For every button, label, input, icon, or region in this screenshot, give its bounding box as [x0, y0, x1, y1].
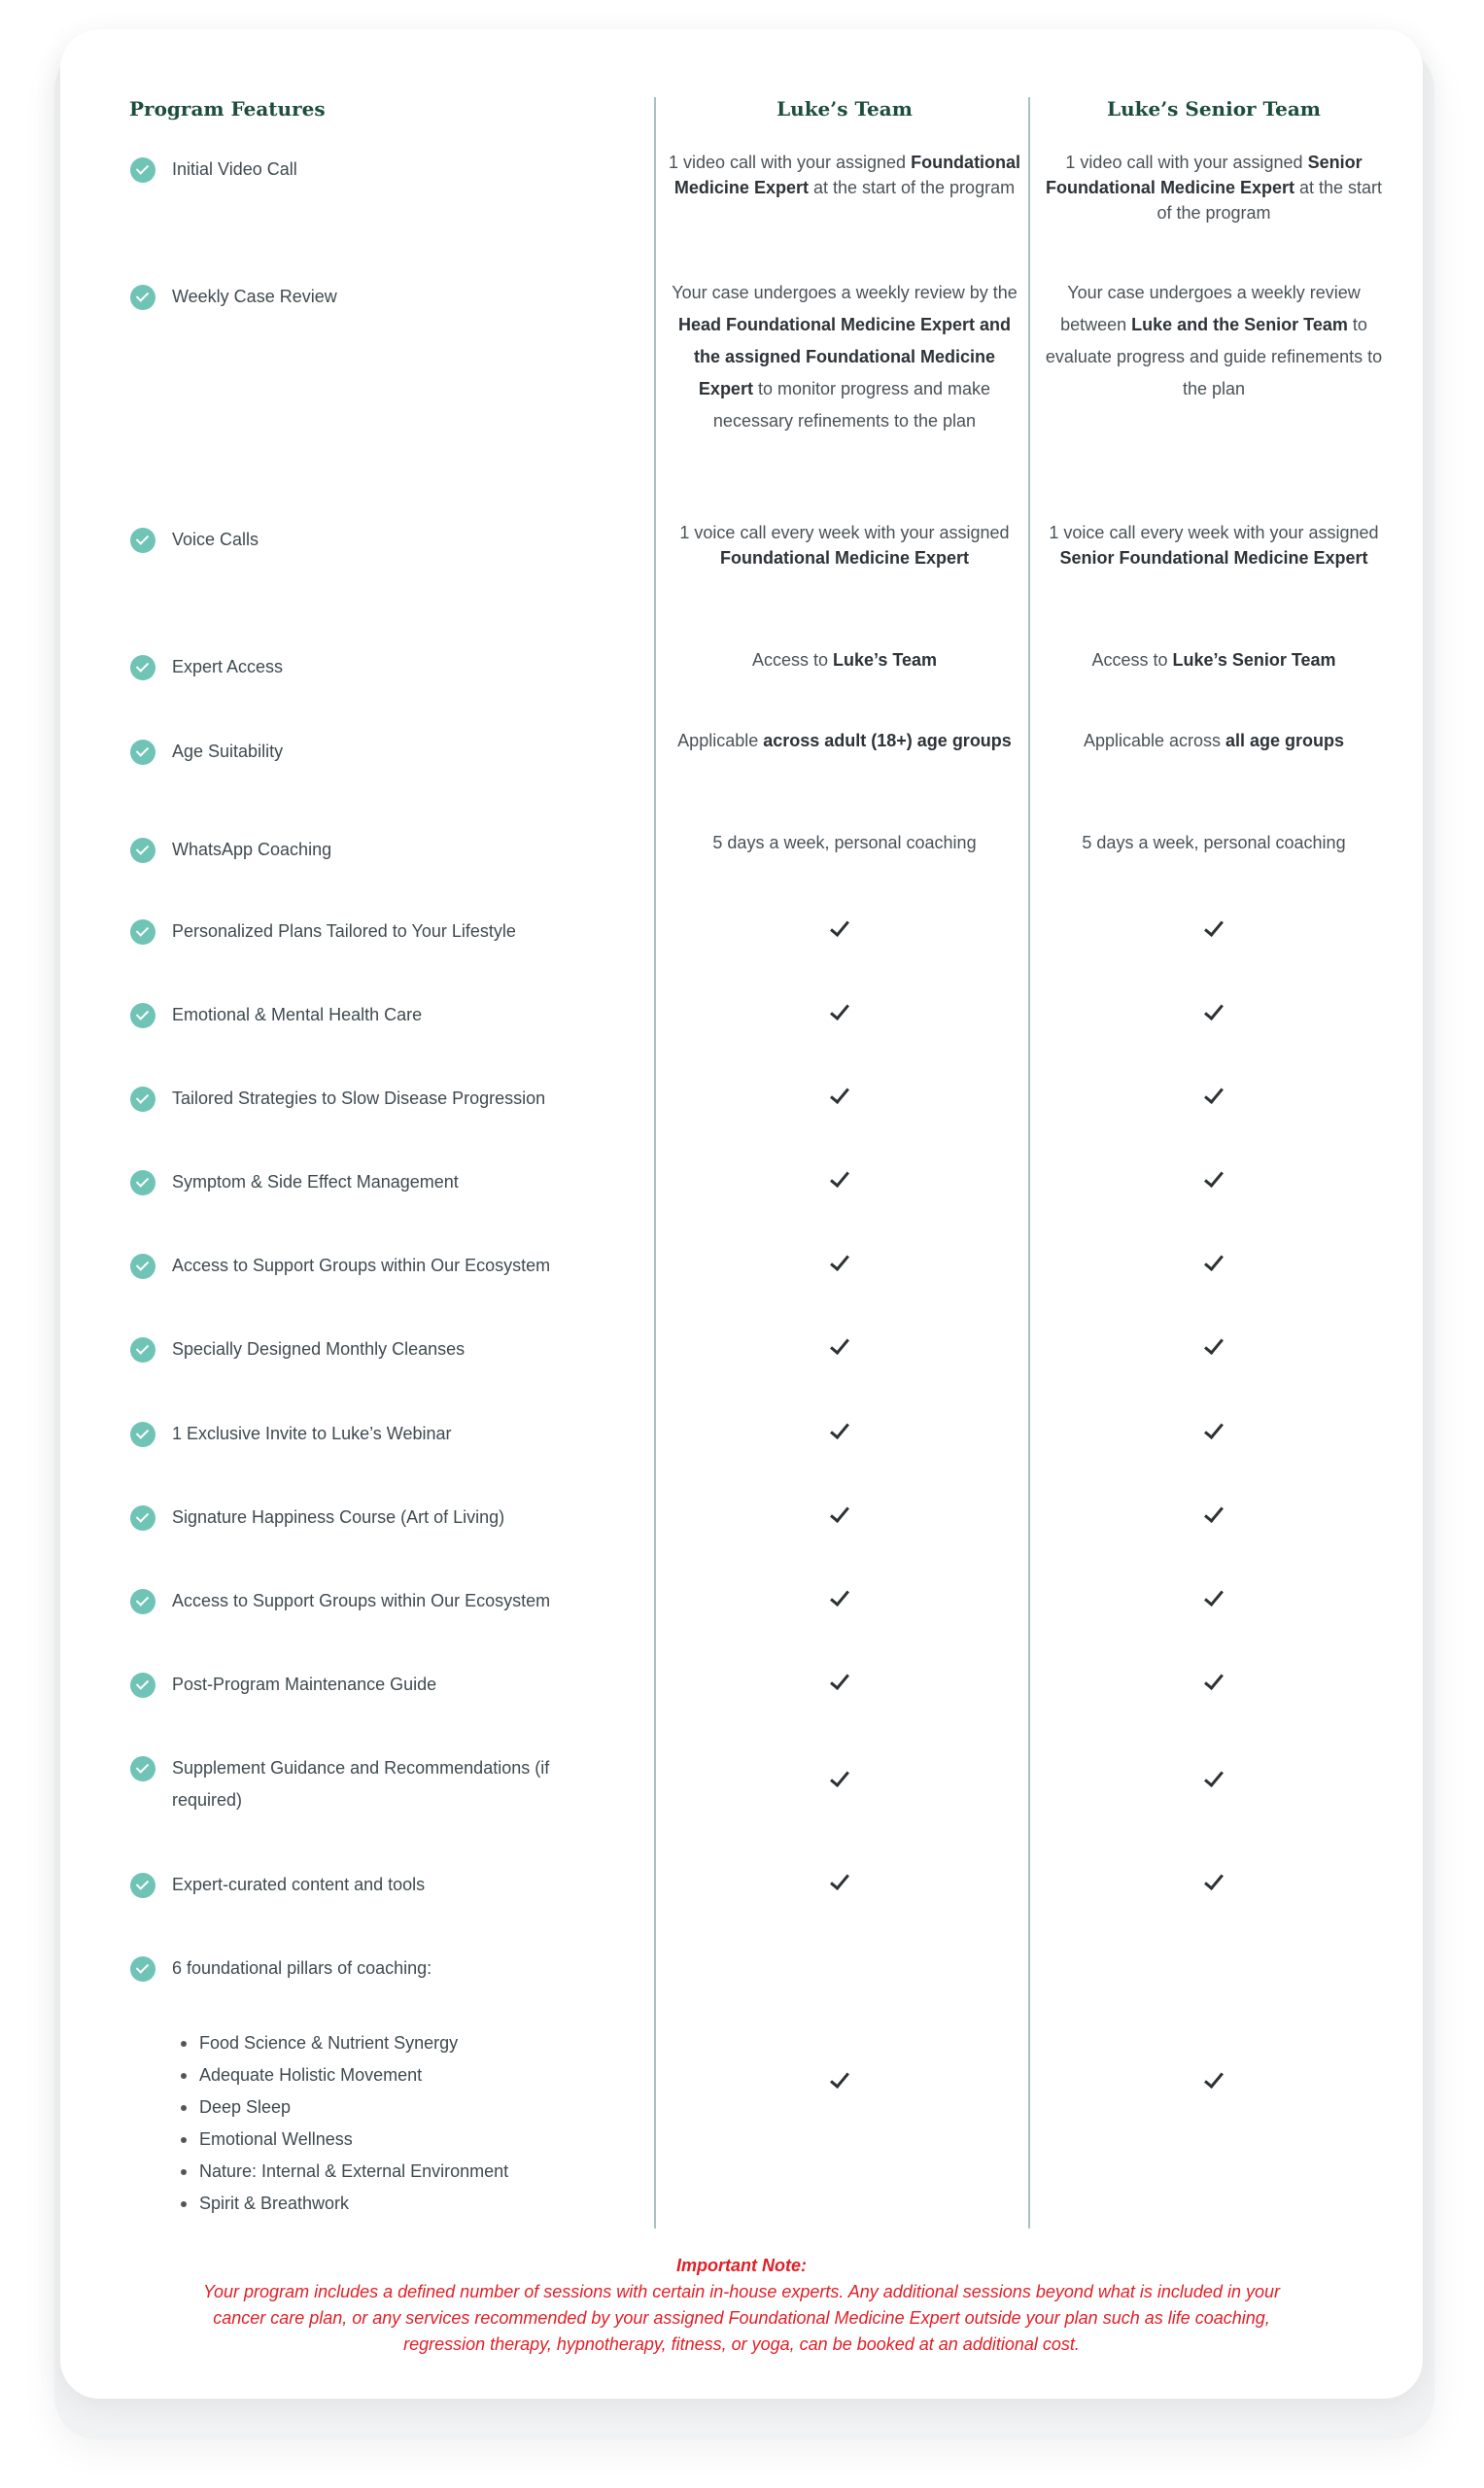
feature-name [130, 999, 597, 1031]
check-circle-icon [130, 1003, 155, 1028]
feature-label: Specially Designed Monthly Cleanses [172, 1339, 466, 1359]
check-circle-icon [130, 1254, 155, 1279]
check-circle-icon [130, 1087, 155, 1112]
pillars-list [181, 2027, 508, 2220]
check-circle-icon [130, 1170, 155, 1195]
feature-label: Voice Calls [172, 530, 259, 549]
feature-label: Symptom & Side Effect Management [172, 1172, 459, 1192]
feature-name [130, 1166, 597, 1198]
senior-team-cell [1039, 277, 1389, 405]
feature-label: Access to Support Groups within Our Ecosystem [172, 1256, 551, 1275]
checkmark-icon [825, 1502, 854, 1531]
column-divider-team [654, 97, 656, 2229]
header-program-features: Program Features [129, 97, 326, 121]
feature-label: Access to Support Groups within Our Ecosystem [172, 1591, 551, 1610]
check-circle-icon [130, 1589, 155, 1614]
checkmark-icon [1199, 1869, 1228, 1898]
pillar-item: Spirit & Breathwork [181, 2188, 508, 2220]
feature-label: Age Suitability [172, 742, 284, 761]
cell-text: 5 days a week, personal coaching [712, 833, 977, 852]
check-circle-icon [130, 285, 155, 310]
cell-text-bold: across adult (18+) age groups [763, 731, 1012, 750]
checkmark-icon [825, 1585, 854, 1614]
checkmark-icon [825, 1669, 854, 1698]
cell-text: to evaluate progress and guide refinements to the plan [1045, 315, 1383, 398]
cell-text: to monitor progress and make necessary refinements to the plan [712, 379, 991, 431]
senior-team-cell [1039, 150, 1389, 225]
checkmark-icon [1199, 1250, 1228, 1279]
feature-name [130, 1952, 597, 1985]
feature-name [130, 736, 597, 768]
check-circle-icon [130, 528, 155, 553]
cell-text-bold: Luke and the Senior Team [1131, 315, 1348, 334]
feature-name [130, 651, 597, 683]
cell-text: 5 days a week, personal coaching [1082, 833, 1346, 852]
senior-team-cell [1039, 520, 1389, 570]
checkmark-icon [825, 1766, 854, 1795]
feature-label: Personalized Plans Tailored to Your Lifestyle [172, 921, 516, 941]
check-circle-icon [130, 1505, 155, 1531]
feature-name [130, 916, 597, 948]
checkmark-icon [1199, 1333, 1228, 1363]
checkmark-icon [1199, 1166, 1228, 1195]
cell-text: at the start of the program [808, 178, 1016, 197]
feature-name [130, 1502, 597, 1534]
cell-text-bold: Luke’s Team [832, 650, 938, 670]
feature-name [130, 154, 597, 186]
feature-label: Emotional & Mental Health Care [172, 1005, 423, 1024]
feature-label: Supplement Guidance and Recommendations (if required) [172, 1758, 550, 1810]
feature-name [130, 1333, 597, 1365]
checkmark-icon [1199, 1502, 1228, 1531]
cell-text: Your case undergoes a weekly review by the [672, 283, 1018, 302]
cell-text-bold: all age groups [1225, 731, 1345, 750]
feature-label: Expert Access [172, 657, 284, 676]
pillar-item: Adequate Holistic Movement [181, 2059, 508, 2091]
check-circle-icon [130, 919, 155, 945]
header-lukes-senior-team: Luke’s Senior Team [1107, 97, 1321, 121]
cell-text-bold: Senior Foundational Medicine Expert [1059, 548, 1368, 568]
feature-name [130, 524, 597, 556]
checkmark-icon [825, 999, 854, 1028]
senior-team-cell [1039, 728, 1389, 753]
check-circle-icon [130, 740, 155, 765]
checkmark-icon [825, 1250, 854, 1279]
checkmark-icon [1199, 2067, 1228, 2096]
feature-label: Post-Program Maintenance Guide [172, 1675, 437, 1694]
comparison-card [60, 29, 1423, 2399]
pillar-item: Emotional Wellness [181, 2124, 508, 2156]
cell-text: 1 voice call every week with your assigned [679, 523, 1010, 542]
pillar-item: Food Science & Nutrient Synergy [181, 2027, 508, 2059]
cell-text-bold: Luke’s Senior Team [1172, 650, 1336, 670]
check-circle-icon [130, 157, 155, 183]
checkmark-icon [825, 1869, 854, 1898]
check-circle-icon [130, 655, 155, 680]
pillar-item: Nature: Internal & External Environment [181, 2156, 508, 2188]
feature-label: Tailored Strategies to Slow Disease Progression [172, 1088, 546, 1108]
important-note-body: Your program includes a defined number of sessions with certain in-house experts. Any additional sessions beyond what is included in your cancer care plan, or any services recommended by your assigned Foundational Medicine Expert outside your plan such as life coaching, regression therapy, hypnotherapy, fitness, or yoga, can be booked at an additional cost. [203, 2282, 1280, 2354]
cell-text-bold: Foundational Medicine Expert [719, 548, 970, 568]
checkmark-icon [1199, 1766, 1228, 1795]
checkmark-icon [1199, 1083, 1228, 1112]
feature-label: Initial Video Call [172, 159, 297, 179]
feature-name [130, 1869, 597, 1901]
feature-name [130, 1418, 597, 1450]
checkmark-icon [825, 2067, 854, 2096]
check-circle-icon [130, 1756, 155, 1781]
feature-label: 6 foundational pillars of coaching: [172, 1958, 432, 1978]
header-lukes-team: Luke’s Team [777, 97, 913, 121]
feature-name [130, 1250, 597, 1282]
feature-name [130, 1083, 597, 1115]
cell-text: Applicable across [1083, 731, 1226, 750]
check-circle-icon [130, 1956, 155, 1982]
important-note [187, 2253, 1296, 2358]
cell-text: Access to [1091, 650, 1173, 670]
checkmark-icon [1199, 1669, 1228, 1698]
check-circle-icon [130, 1873, 155, 1898]
cell-text: Your case undergoes a weekly review between [1060, 283, 1361, 334]
checkmark-icon [1199, 916, 1228, 945]
cell-text: at the start of the program [1156, 178, 1383, 223]
check-circle-icon [130, 1422, 155, 1447]
team-cell [665, 277, 1024, 437]
cell-text-bold: Head Foundational Medicine Expert and the assigned Foundational Medicine Expert [677, 315, 1012, 398]
check-circle-icon [130, 838, 155, 863]
cell-text: 1 video call with your assigned [1065, 153, 1308, 172]
team-cell [665, 520, 1024, 570]
checkmark-icon [825, 1333, 854, 1363]
senior-team-cell [1039, 647, 1389, 673]
checkmark-icon [825, 1166, 854, 1195]
check-circle-icon [130, 1673, 155, 1698]
feature-label: Expert-curated content and tools [172, 1875, 426, 1894]
checkmark-icon [825, 1083, 854, 1112]
team-cell [665, 830, 1024, 855]
checkmark-icon [1199, 1418, 1228, 1447]
senior-team-cell [1039, 830, 1389, 855]
cell-text: Access to [751, 650, 833, 670]
feature-label: WhatsApp Coaching [172, 840, 332, 859]
team-cell [665, 647, 1024, 673]
cell-text-bold: Foundational Medicine Expert [673, 153, 1021, 197]
cell-text: Applicable [677, 731, 764, 750]
checkmark-icon [825, 1418, 854, 1447]
feature-label: 1 Exclusive Invite to Luke’s Webinar [172, 1424, 452, 1443]
feature-name [130, 1752, 597, 1816]
cell-text: 1 video call with your assigned [668, 153, 912, 172]
important-note-title: Important Note: [676, 2256, 807, 2275]
feature-name [130, 281, 597, 313]
check-circle-icon [130, 1337, 155, 1363]
team-cell [665, 150, 1024, 200]
checkmark-icon [1199, 999, 1228, 1028]
checkmark-icon [825, 916, 854, 945]
cell-text-bold: Senior Foundational Medicine Expert [1045, 153, 1363, 197]
feature-label: Signature Happiness Course (Art of Living) [172, 1507, 505, 1527]
cell-text: 1 voice call every week with your assigned [1049, 523, 1379, 542]
team-cell [665, 728, 1024, 753]
checkmark-icon [1199, 1585, 1228, 1614]
feature-name [130, 1669, 597, 1701]
feature-name [130, 834, 597, 866]
feature-label: Weekly Case Review [172, 287, 337, 306]
pillar-item: Deep Sleep [181, 2091, 508, 2124]
feature-name [130, 1585, 597, 1617]
column-divider-senior [1028, 97, 1030, 2229]
